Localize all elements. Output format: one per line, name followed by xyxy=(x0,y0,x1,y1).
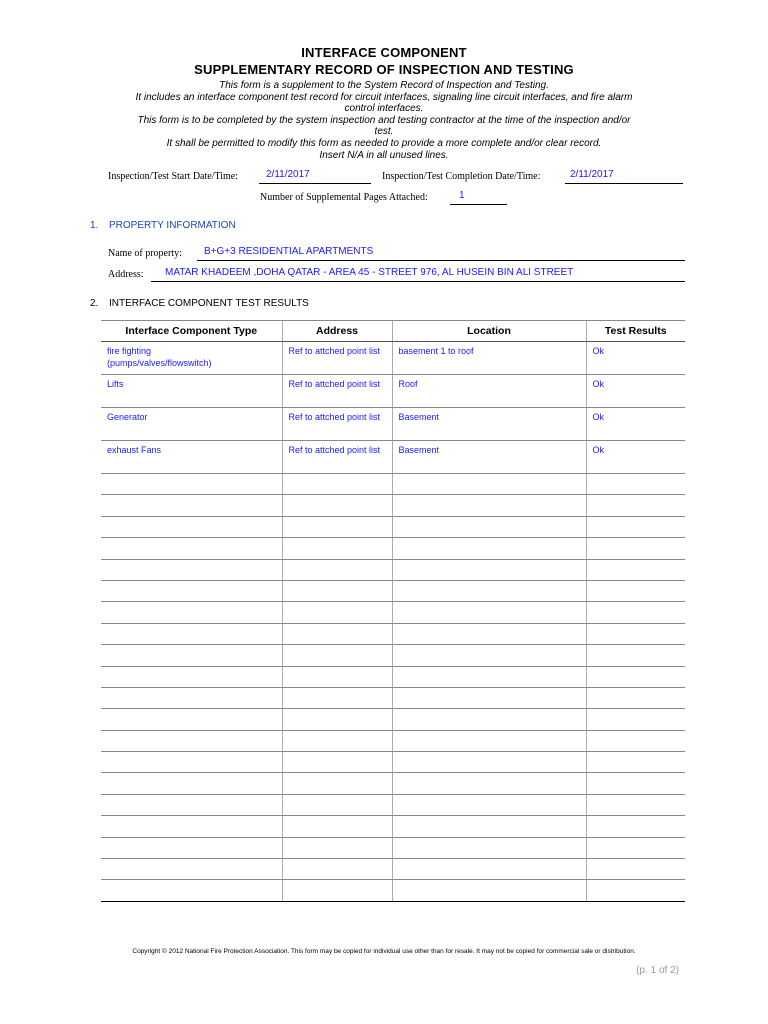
location-cell[interactable] xyxy=(392,538,586,559)
table-row xyxy=(101,375,685,408)
empty-table-row xyxy=(101,687,685,708)
instruction-line: This form is to be completed by the system inspection and testing contractor at the time of the inspection and/or xyxy=(137,114,631,126)
empty-table-row xyxy=(101,666,685,687)
test-result-cell[interactable] xyxy=(586,794,685,815)
address-cell[interactable] xyxy=(282,773,392,794)
location-cell[interactable] xyxy=(392,752,586,773)
form-instructions xyxy=(84,80,684,161)
address-cell[interactable] xyxy=(282,709,392,730)
instruction-line: This form is a supplement to the System Record of Inspection and Testing. xyxy=(219,80,549,91)
table-row xyxy=(101,342,685,375)
component-type-cell[interactable] xyxy=(101,773,282,794)
test-result-cell[interactable] xyxy=(586,687,685,708)
test-result-cell[interactable] xyxy=(586,645,685,666)
component-type-cell[interactable] xyxy=(101,645,282,666)
instruction-line: Insert N/A in all unused lines. xyxy=(319,149,449,161)
supplemental-pages-label: Number of Supplemental Pages Attached: xyxy=(260,192,428,203)
table-row xyxy=(101,441,685,474)
section1-number: 1. xyxy=(90,220,99,231)
instruction-line: test. xyxy=(374,126,394,138)
address-cell[interactable]: Ref to attched point list xyxy=(282,441,392,474)
component-type-cell[interactable] xyxy=(101,559,282,580)
location-cell[interactable] xyxy=(392,474,586,495)
empty-table-row xyxy=(101,538,685,559)
test-result-cell[interactable] xyxy=(586,880,685,901)
component-type-cell[interactable]: fire fighting (pumps/valves/flowswitch) xyxy=(101,342,282,375)
location-cell[interactable] xyxy=(392,623,586,644)
start-date-label: Inspection/Test Start Date/Time: xyxy=(108,171,239,182)
component-type-cell[interactable] xyxy=(101,730,282,751)
address-cell[interactable] xyxy=(282,580,392,601)
location-cell[interactable] xyxy=(392,794,586,815)
test-result-cell[interactable] xyxy=(586,859,685,880)
test-result-cell[interactable] xyxy=(586,773,685,794)
test-result-cell[interactable]: Ok xyxy=(586,441,685,474)
address-cell[interactable] xyxy=(282,837,392,858)
component-type-cell[interactable] xyxy=(101,495,282,516)
address-cell[interactable] xyxy=(282,816,392,837)
column-header-component-type: Interface Component Type xyxy=(101,321,282,342)
test-result-cell[interactable] xyxy=(586,752,685,773)
component-type-cell[interactable] xyxy=(101,816,282,837)
section2-number: 2. xyxy=(90,298,99,309)
location-cell[interactable] xyxy=(392,837,586,858)
form-subtitle: SUPPLEMENTARY RECORD OF INSPECTION AND TESTING xyxy=(194,62,574,77)
column-header-address: Address xyxy=(282,321,392,342)
location-cell[interactable] xyxy=(392,730,586,751)
address-cell[interactable] xyxy=(282,602,392,623)
test-result-cell[interactable] xyxy=(586,623,685,644)
component-type-cell[interactable] xyxy=(101,794,282,815)
location-cell[interactable] xyxy=(392,880,586,901)
page-number: (p. 1 of 2) xyxy=(636,965,679,976)
component-type-cell[interactable] xyxy=(101,687,282,708)
location-cell[interactable] xyxy=(392,516,586,537)
property-name-field[interactable] xyxy=(197,245,685,261)
completion-date-field[interactable] xyxy=(565,168,683,184)
address-cell[interactable] xyxy=(282,880,392,901)
form-title: INTERFACE COMPONENT xyxy=(301,45,467,60)
address-cell[interactable] xyxy=(282,666,392,687)
instruction-line: control interfaces. xyxy=(344,103,424,115)
test-result-cell[interactable] xyxy=(586,516,685,537)
address-label: Address: xyxy=(108,269,144,280)
address-cell[interactable]: Ref to attched point list xyxy=(282,408,392,441)
empty-table-row xyxy=(101,794,685,815)
test-result-cell[interactable]: Ok xyxy=(586,342,685,375)
empty-table-row xyxy=(101,495,685,516)
location-cell[interactable] xyxy=(392,602,586,623)
test-result-cell[interactable]: Ok xyxy=(586,408,685,441)
empty-table-row xyxy=(101,773,685,794)
component-type-cell[interactable] xyxy=(101,709,282,730)
component-type-cell[interactable] xyxy=(101,538,282,559)
component-type-cell[interactable] xyxy=(101,859,282,880)
start-date-value: 2/11/2017 xyxy=(266,169,310,180)
component-type-cell[interactable]: Generator xyxy=(101,408,282,441)
location-cell[interactable] xyxy=(392,859,586,880)
table-row xyxy=(101,408,685,441)
location-cell[interactable] xyxy=(392,816,586,837)
empty-table-row xyxy=(101,559,685,580)
empty-table-row xyxy=(101,602,685,623)
instruction-line: It includes an interface component test record for circuit interfaces, signaling line circuit interfaces, and fire alarm xyxy=(135,91,633,103)
empty-table-row xyxy=(101,859,685,880)
copyright-notice: Copyright © 2012 National Fire Protection Association. This form may be copied for individual use other than for resale. It may not be copied for commercial sale or distribution. xyxy=(132,948,636,955)
empty-table-row xyxy=(101,516,685,537)
component-type-cell[interactable] xyxy=(101,880,282,901)
test-result-cell[interactable] xyxy=(586,538,685,559)
location-cell[interactable]: Basement xyxy=(392,441,586,474)
supplemental-pages-value: 1 xyxy=(459,190,465,201)
component-type-cell[interactable]: Lifts xyxy=(101,375,282,408)
instruction-line: It shall be permitted to modify this form as needed to provide a more complete and/or clear record. xyxy=(166,137,602,149)
test-result-cell[interactable] xyxy=(586,730,685,751)
location-cell[interactable] xyxy=(392,580,586,601)
test-result-cell[interactable] xyxy=(586,816,685,837)
test-result-cell[interactable] xyxy=(586,837,685,858)
component-type-cell[interactable] xyxy=(101,516,282,537)
property-name-value: B+G+3 RESIDENTIAL APARTMENTS xyxy=(204,246,374,257)
test-result-cell[interactable]: Ok xyxy=(586,375,685,408)
empty-table-row xyxy=(101,752,685,773)
location-cell[interactable] xyxy=(392,559,586,580)
component-type-cell[interactable] xyxy=(101,580,282,601)
address-cell[interactable]: Ref to attched point list xyxy=(282,342,392,375)
location-cell[interactable] xyxy=(392,687,586,708)
test-result-cell[interactable] xyxy=(586,602,685,623)
completion-date-value: 2/11/2017 xyxy=(570,169,614,180)
component-type-cell[interactable] xyxy=(101,666,282,687)
test-result-cell[interactable] xyxy=(586,559,685,580)
test-results-table xyxy=(101,320,685,902)
empty-table-row xyxy=(101,880,685,901)
component-type-cell[interactable]: exhaust Fans xyxy=(101,441,282,474)
test-result-cell[interactable] xyxy=(586,474,685,495)
address-cell[interactable] xyxy=(282,687,392,708)
component-type-cell[interactable] xyxy=(101,623,282,644)
test-result-cell[interactable] xyxy=(586,580,685,601)
column-header-test-results: Test Results xyxy=(586,321,685,342)
address-cell[interactable] xyxy=(282,559,392,580)
column-header-location: Location xyxy=(392,321,586,342)
component-type-cell[interactable] xyxy=(101,837,282,858)
address-field[interactable] xyxy=(151,266,685,282)
start-date-field[interactable] xyxy=(259,168,371,184)
address-cell[interactable] xyxy=(282,495,392,516)
location-cell[interactable] xyxy=(392,773,586,794)
address-cell[interactable] xyxy=(282,538,392,559)
location-cell[interactable] xyxy=(392,645,586,666)
empty-table-row xyxy=(101,645,685,666)
address-cell[interactable] xyxy=(282,730,392,751)
empty-table-row xyxy=(101,816,685,837)
component-type-cell[interactable] xyxy=(101,474,282,495)
empty-table-row xyxy=(101,580,685,601)
location-cell[interactable] xyxy=(392,495,586,516)
component-type-cell[interactable] xyxy=(101,602,282,623)
location-cell[interactable]: basement 1 to roof xyxy=(392,342,586,375)
address-cell[interactable] xyxy=(282,859,392,880)
property-name-label: Name of property: xyxy=(108,248,182,259)
location-cell[interactable] xyxy=(392,709,586,730)
address-value: MATAR KHADEEM ,DOHA QATAR - AREA 45 - STREET 976, AL HUSEIN BIN ALI STREET xyxy=(165,267,574,278)
test-result-cell[interactable] xyxy=(586,666,685,687)
component-type-cell[interactable] xyxy=(101,752,282,773)
empty-table-row xyxy=(101,474,685,495)
section2-heading: INTERFACE COMPONENT TEST RESULTS xyxy=(109,298,309,309)
location-cell[interactable]: Roof xyxy=(392,375,586,408)
location-cell[interactable] xyxy=(392,666,586,687)
empty-table-row xyxy=(101,837,685,858)
table-header-row xyxy=(101,321,685,342)
empty-table-row xyxy=(101,730,685,751)
section1-heading: PROPERTY INFORMATION xyxy=(109,220,236,231)
location-cell[interactable]: Basement xyxy=(392,408,586,441)
empty-table-row xyxy=(101,709,685,730)
address-cell[interactable] xyxy=(282,752,392,773)
address-cell[interactable] xyxy=(282,474,392,495)
test-result-cell[interactable] xyxy=(586,495,685,516)
address-cell[interactable] xyxy=(282,645,392,666)
address-cell[interactable] xyxy=(282,516,392,537)
test-result-cell[interactable] xyxy=(586,709,685,730)
completion-date-label: Inspection/Test Completion Date/Time: xyxy=(382,171,541,182)
supplemental-pages-field[interactable] xyxy=(450,189,507,205)
address-cell[interactable] xyxy=(282,623,392,644)
empty-table-row xyxy=(101,623,685,644)
address-cell[interactable] xyxy=(282,794,392,815)
address-cell[interactable]: Ref to attched point list xyxy=(282,375,392,408)
